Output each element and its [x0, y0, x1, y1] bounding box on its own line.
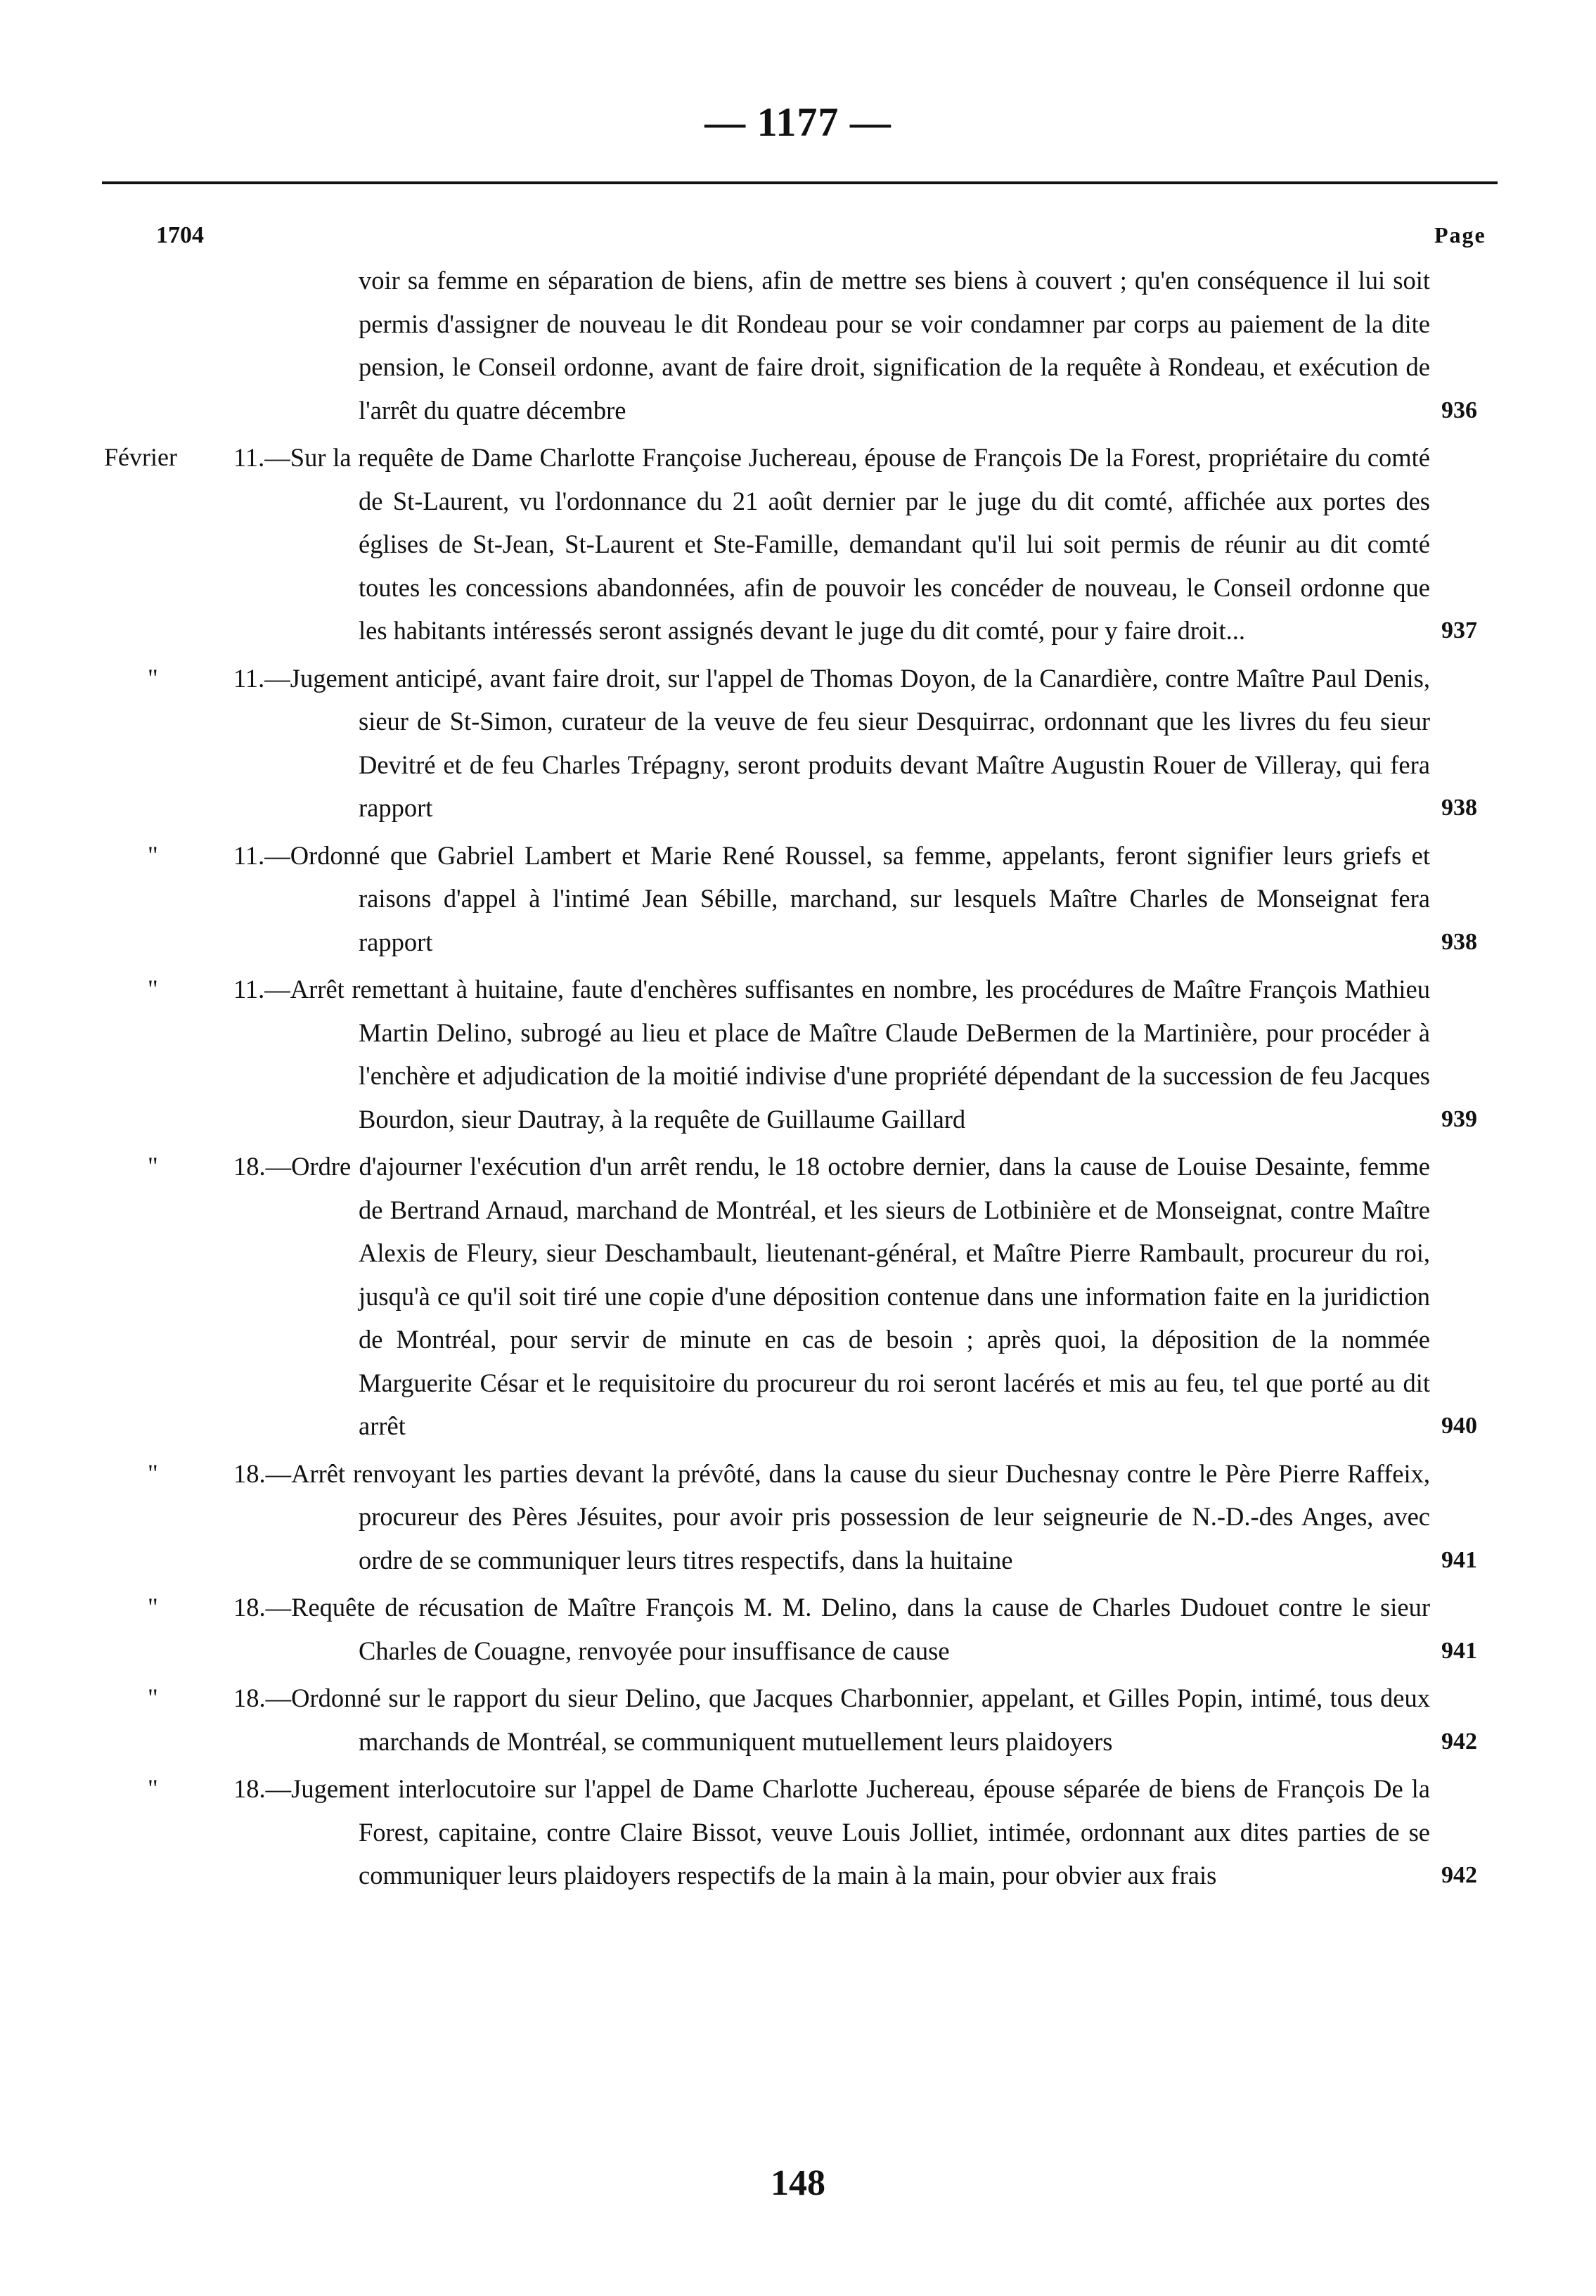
index-entry	[0, 1767, 1596, 1897]
entry-text: 18.—Jugement interlocutoire sur l'appel de Dame Charlotte Juchereau, épouse séparée de biens de François De la Forest, capitaine, contre Claire Bissot, veuve Louis Jolliet, intimée, ordonnant aux dites parties de se communiquer leurs plaidoyers respectifs de la main à la main, pour obvier aux frais	[233, 1774, 1430, 1890]
index-entry	[0, 657, 1596, 830]
header-rule	[102, 181, 1498, 184]
index-entry	[0, 834, 1596, 964]
entry-text: 11.—Ordonné que Gabriel Lambert et Marie René Roussel, sa femme, appelants, feront signifier leurs griefs et raisons d'appel à l'intimé Jean Sébille, marchand, sur lesquels Maître Charles de Monseignat fera rapport	[233, 840, 1430, 956]
entry-text: 11.—Sur la requête de Dame Charlotte Françoise Juchereau, épouse de François De la Forest, propriétaire du comté de St-Laurent, vu l'ordonnance du 21 août dernier par le juge du dit comté, affichée aux portes des églises de St-Jean, St-Laurent et Ste-Famille, demandant qu'il lui soit permis de réunir au dit comté toutes les concessions abandonnées, afin de pouvoir les concéder de nouveau, le Conseil ordonne que les habitants intéressés seront assignés devant le juge du dit comté, pour y faire droit...	[233, 443, 1430, 645]
entry-page-ref: 936	[1441, 397, 1477, 423]
entry-text: 18.—Ordonné sur le rapport du sieur Delino, que Jacques Charbonnier, appelant, et Gilles Popin, intimé, tous deux marchands de Montréal, se communiquent mutuellement leurs plaidoyers	[233, 1683, 1430, 1756]
entry-page-ref: 938	[1441, 795, 1477, 821]
index-entry	[0, 1145, 1596, 1448]
index-entry	[0, 1676, 1596, 1763]
entry-page-ref: 938	[1441, 928, 1477, 955]
entry-text: 11.—Arrêt remettant à huitaine, faute d'enchères suffisantes en nombre, les procédures de Maître François Mathieu Martin Delino, subrogé au lieu et place de Maître Claude DeBermen de la Martinière, pour procéder à l'enchère et adjudication de la moitié indivise d'une propriété dépendant de la succession de feu Jacques Bourdon, sieur Dautray, à la requête de Guillaume Gaillard	[233, 975, 1430, 1134]
entry-page-ref: 942	[1441, 1728, 1477, 1755]
index-entry	[0, 1586, 1596, 1672]
running-page-number: — 1177 —	[704, 99, 892, 145]
page-column-heading: Page	[1434, 222, 1486, 248]
entry-text: 11.—Jugement anticipé, avant faire droit, sur l'appel de Thomas Doyon, de la Canardière, contre Maître Paul Denis, sieur de St-Simon, curateur de la veuve de feu sieur Desquirrac, ordonnant que les livres du feu sieur Devitré et de feu Charles Trépagny, seront produits devant Maître Augustin Rouer de Villeray, qui fera rapport	[233, 663, 1430, 822]
ditto-mark: "	[148, 1593, 158, 1621]
ditto-mark: "	[148, 975, 158, 1003]
entry-page-ref: 941	[1441, 1637, 1477, 1664]
index-entry	[0, 259, 1596, 432]
entry-page-ref: 940	[1441, 1413, 1477, 1439]
index-entry	[0, 968, 1596, 1141]
entry-text: 18.—Ordre d'ajourner l'exécution d'un arrêt rendu, le 18 octobre dernier, dans la cause de Louise Desainte, femme de Bertrand Arnaud, marchand de Montréal, et les sieurs de Lotbinière et de Monseignat, contre Maître Alexis de Fleury, sieur Deschambault, lieutenant-général, et Maître Pierre Rambault, procureur du roi, jusqu'à ce qu'il soit tiré une copie d'une déposition contenue dans une information faite en la juridiction de Montréal, pour servir de minute en cas de besoin ; après quoi, la déposition de la nommée Marguerite César et le requisitoire du procureur du roi seront lacérés et mis au feu, tel que porté au dit arrêt	[233, 1152, 1430, 1440]
footer-page-number: 148	[771, 2163, 825, 2203]
ditto-mark: "	[148, 663, 158, 692]
entry-page-ref: 937	[1441, 617, 1477, 643]
index-entries	[0, 259, 1596, 1901]
entry-text: voir sa femme en séparation de biens, afin de mettre ses biens à couvert ; qu'en conséquence il lui soit permis d'assigner de nouveau le dit Rondeau pour se voir condamner par corps au paiement de la dite pension, le Conseil ordonne, avant de faire droit, signification de la requête à Rondeau, et exécution de l'arrêt du quatre décembre	[359, 266, 1430, 425]
year-heading: 1704	[156, 222, 204, 248]
ditto-mark: "	[148, 1458, 158, 1487]
entry-text: 18.—Requête de récusation de Maître François M. M. Delino, dans la cause de Charles Dudouet contre le sieur Charles de Couagne, renvoyée pour insuffisance de cause	[233, 1593, 1430, 1665]
entry-text: 18.—Arrêt renvoyant les parties devant la prévôté, dans la cause du sieur Duchesnay contre le Père Pierre Raffeix, procureur des Pères Jésuites, pour avoir pris possession de leur seigneurie de N.-D.-des Anges, avec ordre de se communiquer leurs titres respectifs, dans la huitaine	[233, 1458, 1430, 1575]
index-entry	[0, 1452, 1596, 1582]
ditto-mark: "	[148, 1774, 158, 1802]
ditto-mark: "	[148, 1152, 158, 1180]
entry-page-ref: 942	[1441, 1862, 1477, 1888]
ditto-mark: "	[148, 840, 158, 869]
entry-page-ref: 941	[1441, 1546, 1477, 1573]
ditto-mark: "	[148, 1683, 158, 1712]
entry-month: Février	[104, 443, 177, 471]
index-entry	[0, 436, 1596, 653]
entry-page-ref: 939	[1441, 1105, 1477, 1132]
